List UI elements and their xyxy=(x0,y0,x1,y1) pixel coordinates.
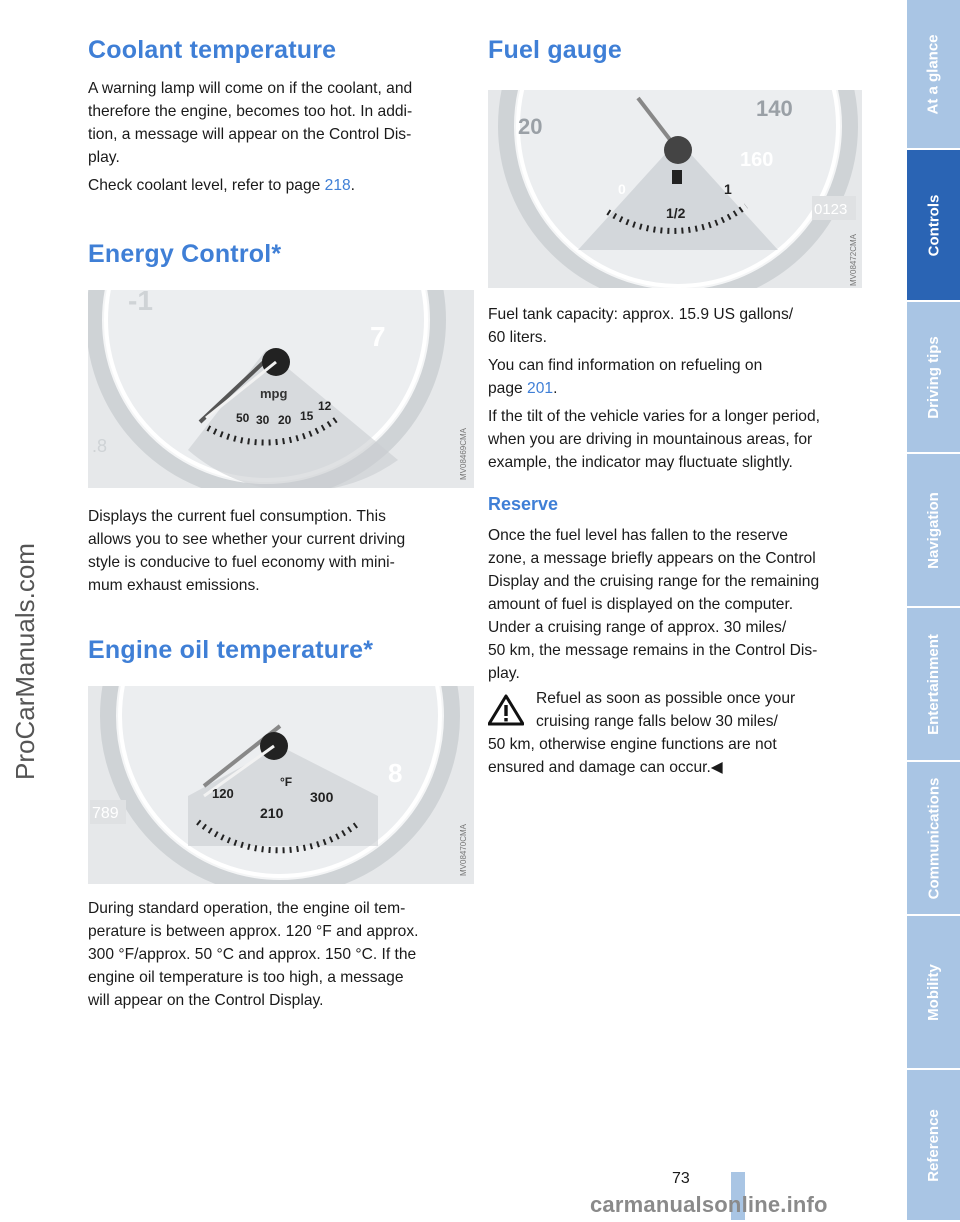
coolant-check-line xyxy=(88,175,355,198)
oil-para-line: During standard operation, the engine oil tem- xyxy=(88,900,406,917)
tab-reference[interactable]: Reference xyxy=(907,1070,960,1222)
fuel-tick: 1/2 xyxy=(666,205,686,221)
tab-at-a-glance[interactable]: At a glance xyxy=(907,0,960,150)
tab-navigation[interactable]: Navigation xyxy=(907,454,960,608)
odo: 0123 xyxy=(814,201,848,218)
reserve-para-line: Display and the cruising range for the remaining xyxy=(488,573,820,590)
reserve-heading: Reserve xyxy=(488,494,559,514)
mpg-label: mpg xyxy=(260,386,288,401)
warning-line: cruising range falls below 30 miles/ xyxy=(536,713,778,730)
fuel-page-text: page xyxy=(488,380,528,397)
fuel-para-line: You can find information on refueling on xyxy=(488,357,763,374)
coolant-para-line: play. xyxy=(88,149,120,166)
oil-tick: 300 xyxy=(310,789,334,805)
chapter-tab-bar xyxy=(907,0,960,1220)
tab-entertainment[interactable]: Entertainment xyxy=(907,608,960,762)
oil-para-line: 300 °F/approx. 50 °C and approx. 150 °C. If the xyxy=(88,946,417,963)
coolant-para-line: therefore the engine, becomes too hot. In addi- xyxy=(88,103,413,120)
svg-text:7: 7 xyxy=(370,321,386,352)
coolant-check-text: Check coolant level, refer to page xyxy=(88,177,325,194)
period: . xyxy=(553,380,558,397)
energy-para-line: allows you to see whether your current driving xyxy=(88,531,406,548)
figure-code: MV08470CMA xyxy=(459,823,468,876)
mpg-tick: 12 xyxy=(318,399,332,413)
coolant-para-line: tion, a message will appear on the Control Dis- xyxy=(88,126,412,143)
reserve-para-line: amount of fuel is displayed on the computer. xyxy=(488,596,794,613)
oil-tick: 120 xyxy=(212,786,234,801)
footer-watermark: carmanualsonline.info xyxy=(590,1192,828,1217)
warning-line: Refuel as soon as possible once your xyxy=(536,690,796,707)
fuel-para-line: when you are driving in mountainous areas, for xyxy=(488,431,813,448)
tab-communications[interactable]: Communications xyxy=(907,762,960,916)
fuel-tick: 1 xyxy=(724,181,732,197)
fuel-para-line: example, the indicator may fluctuate slightly. xyxy=(488,454,793,471)
odo: 789 xyxy=(92,805,119,822)
fuel-tick: 0 xyxy=(618,181,626,197)
warning-line: 50 km, otherwise engine functions are not xyxy=(488,736,777,753)
reserve-para-line: play. xyxy=(488,665,520,682)
mpg-tick: 30 xyxy=(256,413,270,427)
warning-triangle-icon xyxy=(488,694,524,726)
oil-para-line: will appear on the Control Display. xyxy=(88,992,324,1009)
warning-line: ensured and damage can occur.◀ xyxy=(488,759,723,776)
energy-para-line: style is conducive to fuel economy with mini- xyxy=(88,554,395,571)
mpg-tick: 20 xyxy=(278,413,292,427)
tab-controls[interactable]: Controls xyxy=(907,150,960,302)
reserve-para-line: Under a cruising range of approx. 30 miles/ xyxy=(488,619,787,636)
svg-text:8: 8 xyxy=(388,758,403,788)
period: . xyxy=(350,177,356,194)
speed-label: 160 xyxy=(740,149,774,171)
speed-label: 140 xyxy=(756,96,793,121)
page-number: 73 xyxy=(672,1170,690,1187)
mpg-tick: 50 xyxy=(236,411,250,425)
oil-heading: Engine oil temperature* xyxy=(88,636,374,664)
fuel-gauge-figure xyxy=(488,90,862,288)
figure-code: MV08469CMA xyxy=(459,427,468,480)
page-link-218[interactable]: 218 xyxy=(324,177,351,194)
oil-para-line: engine oil temperature is too high, a message xyxy=(88,969,404,986)
tab-mobility[interactable]: Mobility xyxy=(907,916,960,1070)
energy-control-figure xyxy=(88,290,474,488)
reserve-para-line: zone, a message briefly appears on the Control xyxy=(488,550,816,567)
oil-para-line: perature is between approx. 120 °F and approx. xyxy=(88,923,419,940)
energy-para-line: mum exhaust emissions. xyxy=(88,577,260,594)
reserve-para-line: Once the fuel level has fallen to the reserve xyxy=(488,527,788,544)
oil-tick: 210 xyxy=(260,805,284,821)
fuel-para-line: If the tilt of the vehicle varies for a longer period, xyxy=(488,408,820,425)
oil-temperature-figure xyxy=(88,686,474,884)
coolant-heading: Coolant temperature xyxy=(88,36,337,64)
page-link-201[interactable]: 201 xyxy=(527,380,554,397)
coolant-para-line: A warning lamp will come on if the coolant, and xyxy=(88,80,413,97)
energy-heading: Energy Control* xyxy=(88,240,282,268)
tab-driving-tips[interactable]: Driving tips xyxy=(907,302,960,454)
watermark: ProCarManuals.com xyxy=(10,543,40,780)
mpg-tick: 15 xyxy=(300,409,314,423)
speed-label: 20 xyxy=(518,114,543,139)
fuel-heading: Fuel gauge xyxy=(488,36,622,64)
energy-para-line: Displays the current fuel consumption. This xyxy=(88,508,386,525)
svg-text:-1: -1 xyxy=(128,290,153,316)
fuel-para-line: Fuel tank capacity: approx. 15.9 US gallons/ xyxy=(488,306,794,323)
figure-code: MV08472CMA xyxy=(849,233,858,286)
fuel-para-line xyxy=(488,378,557,401)
oil-unit: °F xyxy=(280,775,293,789)
svg-text:.8: .8 xyxy=(92,436,108,456)
fuel-para-line: 60 liters. xyxy=(488,329,547,346)
reserve-para-line: 50 km, the message remains in the Control Dis- xyxy=(488,642,818,659)
